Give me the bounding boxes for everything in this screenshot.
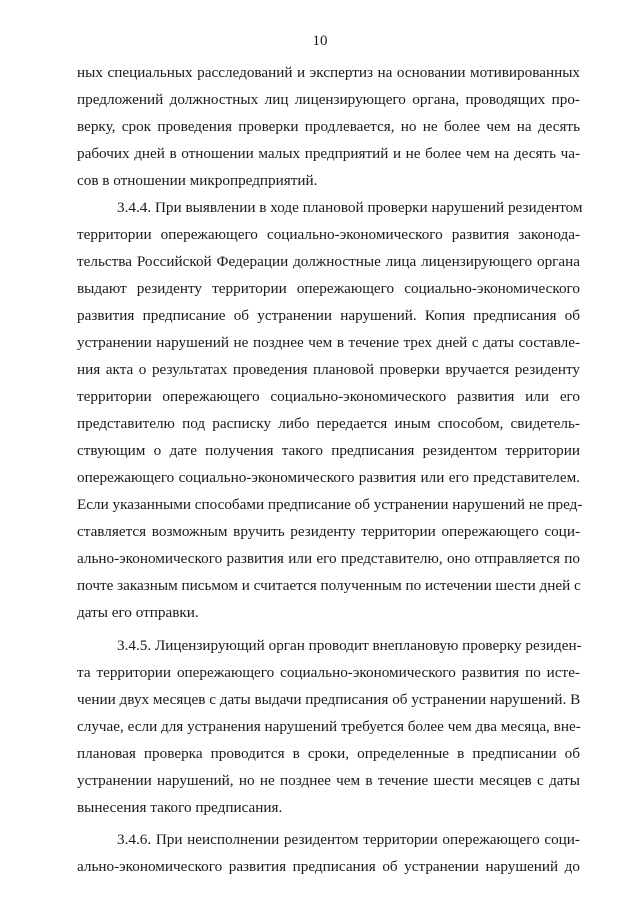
text-line: ных специальных расследований и экспертиз на основании мотивированных <box>77 64 580 81</box>
text-line: та территории опережающего социально-экономического развития по исте- <box>77 664 580 681</box>
text-line: плановая проверка проводится в сроки, определенные в предписании об <box>77 745 580 762</box>
text-line: вынесения такого предписания. <box>77 799 283 816</box>
text-line: развития предписание об устранении нарушений. Копия предписания об <box>77 307 580 324</box>
text-line: 3.4.5. Лицензирующий орган проводит внеплановую проверку резиден- <box>117 637 582 654</box>
text-line: выдают резиденту территории опережающего социально-экономического <box>77 280 580 297</box>
text-line: верку, срок проведения проверки продлевается, но не более чем на десять <box>77 118 580 135</box>
text-line: ально-экономического развития или его представителю, оно отправляется по <box>77 550 580 567</box>
text-line: Если указанными способами предписание об устранении нарушений не пред- <box>77 496 583 513</box>
text-line: даты его отправки. <box>77 604 199 621</box>
text-line: опережающего социально-экономического развития или его представителем. <box>77 469 580 486</box>
text-line: устранении нарушений, но не позднее чем в течение шести месяцев с даты <box>77 772 580 789</box>
text-line: 3.4.6. При неисполнении резидентом территории опережающего соци- <box>117 831 580 848</box>
text-line: территории опережающего социально-экономического развития или его <box>77 388 580 405</box>
text-line: представителю под расписку либо передается иным способом, свидетель- <box>77 415 580 432</box>
text-line: ствующим о дате получения такого предписания резидентом территории <box>77 442 580 459</box>
page-number: 10 <box>312 33 328 49</box>
text-line: ально-экономического развития предписания об устранении нарушений до <box>77 858 580 875</box>
text-line: предложений должностных лиц лицензирующего органа, проводящих про- <box>77 91 580 108</box>
text-line: территории опережающего социально-экономического развития законода- <box>77 226 580 243</box>
text-line: рабочих дней в отношении малых предприятий и не более чем на десять ча- <box>77 145 580 162</box>
text-line: чении двух месяцев с даты выдачи предписания об устранении нарушений. В <box>77 691 581 708</box>
text-line: случае, если для устранения нарушений требуется более чем два месяца, вне- <box>77 718 581 735</box>
text-line: почте заказным письмом и считается полученным по истечении шести дней с <box>77 577 581 594</box>
text-line: 3.4.4. При выявлении в ходе плановой проверки нарушений резидентом <box>117 199 583 216</box>
text-line: ния акта о результатах проведения плановой проверки вручается резиденту <box>77 361 580 378</box>
text-line: ставляется возможным вручить резиденту территории опережающего соци- <box>77 523 580 540</box>
text-line: устранении нарушений не позднее чем в течение трех дней с даты составле- <box>77 334 580 351</box>
text-line: тельства Российской Федерации должностные лица лицензирующего органа <box>77 253 580 270</box>
text-line: сов в отношении микропредприятий. <box>77 172 318 189</box>
